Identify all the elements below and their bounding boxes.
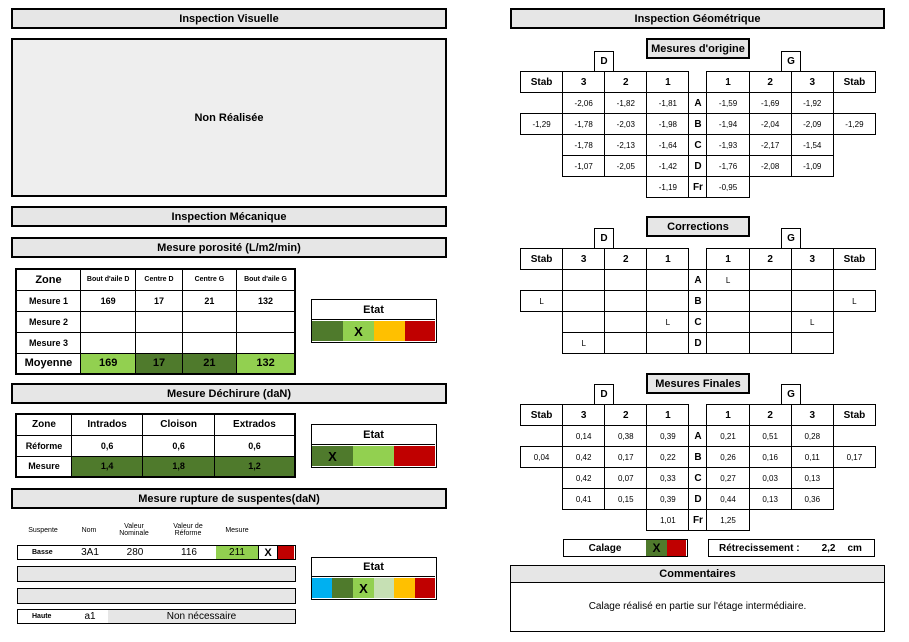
origin-cell: -1,54 [791,135,833,156]
comments-title: Commentaires [511,566,884,583]
lines-haute-label: Haute [32,613,52,620]
geo-header: 2 [605,249,647,270]
geometric-inspection-header [510,8,885,29]
final-cell: 0,22 [647,447,689,468]
porosity-moyenne-cell: 169 [80,353,135,374]
lines-haute-nom: a1 [84,611,96,622]
final-cell: 0,16 [749,447,791,468]
final-cell [833,426,875,447]
final-title-text: Mesures Finales [655,377,741,390]
geo-header: Stab [833,249,875,270]
scale-dark-green [332,578,353,598]
corrections-cell [749,270,791,291]
final-cell: 0,33 [647,468,689,489]
origin-cell: -2,06 [563,93,605,114]
origin-cell: -1,29 [833,114,875,135]
origin-table [520,71,876,198]
origin-row-key: B [689,114,707,135]
porosity-cell [182,332,236,353]
geo-header-gap [689,405,707,426]
tear-reforme-cell: 0,6 [71,435,143,456]
final-cell [563,510,605,531]
scale-red [415,578,435,598]
origin-cell: -1,82 [605,93,647,114]
final-cell: 0,42 [563,447,605,468]
final-row-key: D [689,489,707,510]
corrections-cell [605,291,647,312]
scale-pale-green [374,578,394,598]
visual-status: Non Réalisée [194,111,264,124]
corrections-cell: L [521,291,563,312]
corrections-cell [521,333,563,354]
lines-basse-reforme: 116 [181,547,197,558]
geo-header: 3 [563,249,605,270]
mechanical-inspection-title: Inspection Mécanique [171,210,287,223]
final-cell: 1,01 [647,510,689,531]
final-cell: 0,51 [749,426,791,447]
origin-cell: -1,78 [563,135,605,156]
visual-inspection-title: Inspection Visuelle [179,12,279,25]
shrinkage-unit: cm [847,542,862,554]
porosity-cell [237,332,295,353]
final-g-label: G [781,384,801,404]
final-cell: 0,21 [707,426,749,447]
origin-cell: -2,05 [605,156,647,177]
geometric-inspection-title: Inspection Géométrique [634,12,761,25]
scale-red [278,546,294,559]
final-cell: 0,07 [605,468,647,489]
tear-table [15,413,296,478]
final-row-key: Fr [689,510,707,531]
corrections-cell [791,291,833,312]
porosity-cell [182,311,236,332]
tear-title: Mesure Déchirure (daN) [166,387,292,400]
corrections-cell [605,333,647,354]
porosity-cell [80,332,135,353]
final-cell: 0,03 [749,468,791,489]
final-row-key: C [689,468,707,489]
lines-etat-scale [312,578,435,598]
tear-reforme-cell: 0,6 [214,435,295,456]
final-cell: 0,36 [791,489,833,510]
corrections-cell [833,333,875,354]
lines-basse-nominale: 280 [126,547,144,558]
calage-mark: X [646,540,667,556]
corrections-cell [707,333,749,354]
tear-col: Extrados [214,414,295,435]
lines-etat-mark: X [353,578,374,598]
lines-row-basse [17,545,296,560]
origin-row-key: D [689,156,707,177]
corrections-row-key: A [689,270,707,291]
origin-cell [791,177,833,198]
tear-etat-box [311,424,437,468]
corrections-row-key: D [689,333,707,354]
porosity-row-label: Mesure 1 [16,290,80,311]
porosity-zone-label: Zone [16,269,80,290]
lines-basse-mark: X [258,546,278,559]
origin-row-key: C [689,135,707,156]
porosity-col: Centre G [182,269,236,290]
origin-cell: -1,59 [707,93,749,114]
origin-cell: -1,81 [647,93,689,114]
tear-col: Cloison [143,414,215,435]
final-cell: 0,13 [749,489,791,510]
final-cell: 0,28 [791,426,833,447]
origin-cell: -1,78 [563,114,605,135]
corrections-cell [833,270,875,291]
porosity-col: Bout d'aile D [80,269,135,290]
final-cell: 0,17 [605,447,647,468]
final-d-label: D [594,384,614,404]
origin-cell [521,93,563,114]
scale-light-green [353,446,394,466]
final-table [520,404,876,531]
origin-cell [605,177,647,198]
final-cell [605,510,647,531]
origin-cell: -1,98 [647,114,689,135]
geo-header: Stab [521,405,563,426]
origin-cell: -1,29 [521,114,563,135]
final-cell [749,510,791,531]
final-cell [833,510,875,531]
corrections-cell [605,312,647,333]
porosity-etat-scale [312,321,435,341]
tear-mesure-cell: 1,8 [143,456,215,477]
corrections-cell [647,333,689,354]
geo-header: 1 [707,72,749,93]
visual-inspection-panel [11,38,447,197]
origin-title [646,38,750,59]
porosity-table [15,268,296,375]
geo-header: 3 [563,405,605,426]
corrections-cell [563,291,605,312]
corrections-cell [791,270,833,291]
porosity-moyenne-cell: 17 [136,353,182,374]
lines-row-empty [17,588,296,604]
lines-basse-label: Basse [32,549,53,556]
scale-orange [394,578,415,598]
scale-red [405,321,435,341]
porosity-etat-label: Etat [312,300,435,320]
calage-label: Calage [588,542,622,554]
porosity-cell [237,311,295,332]
porosity-cell [136,332,182,353]
lines-row-empty [17,566,296,582]
origin-cell: -1,76 [707,156,749,177]
corrections-table [520,248,876,354]
origin-cell: -2,17 [749,135,791,156]
final-title [646,373,750,394]
final-row-key: B [689,447,707,468]
origin-cell [833,135,875,156]
tear-reforme-label: Réforme [16,435,71,456]
origin-cell: -1,94 [707,114,749,135]
origin-cell [521,156,563,177]
geo-header: 2 [605,72,647,93]
geo-header-gap [689,249,707,270]
origin-cell: -1,92 [791,93,833,114]
origin-cell: -2,03 [605,114,647,135]
corrections-cell [521,270,563,291]
origin-cell: -1,69 [749,93,791,114]
final-cell [833,489,875,510]
lines-col-nom: Nom [81,526,97,534]
corrections-cell: L [707,270,749,291]
corrections-cell [749,333,791,354]
geo-header: 2 [749,249,791,270]
porosity-cell: 17 [136,290,182,311]
shrinkage-box [708,539,875,557]
geo-header: 2 [749,405,791,426]
origin-cell [521,177,563,198]
origin-cell [749,177,791,198]
corrections-cell [647,270,689,291]
geo-header: 1 [647,405,689,426]
comments-text: Calage réalisé en partie sur l'étage intermédiaire. [588,600,807,612]
origin-cell [521,135,563,156]
corrections-cell [749,312,791,333]
corrections-g-label: G [781,228,801,248]
corrections-cell [563,270,605,291]
tear-mesure-cell: 1,4 [71,456,143,477]
origin-g-label: G [781,51,801,71]
porosity-cell [80,311,135,332]
corrections-cell [563,312,605,333]
origin-cell: -2,13 [605,135,647,156]
final-cell: 0,11 [791,447,833,468]
lines-col-reforme: Valeur de Réforme [173,523,203,537]
geo-header: 2 [749,72,791,93]
corrections-cell: L [647,312,689,333]
porosity-cell: 132 [237,290,295,311]
geo-header: 1 [647,249,689,270]
corrections-title-text: Corrections [667,220,729,233]
geo-header-gap [689,72,707,93]
geo-header: Stab [833,72,875,93]
geo-header: 3 [791,405,833,426]
porosity-col: Centre D [136,269,182,290]
shrinkage-value: 2,2 [821,542,836,554]
lines-row-haute [17,609,296,624]
corrections-title [646,216,750,237]
origin-cell [833,156,875,177]
shrinkage-label: Rétrecissement : [719,542,800,554]
lines-col-mesure: Mesure [225,526,249,534]
geo-header: 2 [605,405,647,426]
geo-header: Stab [521,249,563,270]
porosity-cell [136,311,182,332]
porosity-moyenne-cell: 132 [237,353,295,374]
corrections-cell [605,270,647,291]
scale-blue [312,578,332,598]
porosity-header [11,237,447,258]
porosity-cell: 169 [80,290,135,311]
lines-etat-box [311,557,437,600]
final-cell [521,468,563,489]
lines-basse-mesure: 211 [216,546,258,559]
final-cell [521,489,563,510]
final-cell: 0,39 [647,426,689,447]
final-cell: 0,15 [605,489,647,510]
lines-etat-label: Etat [312,558,435,577]
final-cell: 0,14 [563,426,605,447]
tear-col: Intrados [71,414,143,435]
porosity-row-label: Mesure 3 [16,332,80,353]
origin-cell: -2,08 [749,156,791,177]
lines-col-nominale: Valeur Nominale [119,523,149,537]
lines-basse-nom: 3A1 [81,547,99,558]
porosity-etat-mark: X [343,321,374,341]
geo-header: 1 [707,405,749,426]
origin-cell: -1,93 [707,135,749,156]
corrections-row-key: B [689,291,707,312]
porosity-title: Mesure porosité (L/m2/min) [157,241,301,254]
corrections-row-key: C [689,312,707,333]
scale-red [667,540,686,556]
final-cell: 0,04 [521,447,563,468]
calage-box [563,539,688,557]
origin-d-label: D [594,51,614,71]
final-cell: 0,42 [563,468,605,489]
lines-col-suspente: Suspente [28,526,58,534]
geo-header: 3 [563,72,605,93]
origin-cell: -1,42 [647,156,689,177]
lines-header [11,488,447,509]
origin-cell: -1,09 [791,156,833,177]
tear-mesure-label: Mesure [16,456,71,477]
tear-reforme-cell: 0,6 [143,435,215,456]
corrections-cell [791,333,833,354]
final-cell [833,468,875,489]
origin-cell: -2,04 [749,114,791,135]
corrections-d-label: D [594,228,614,248]
final-cell [521,426,563,447]
final-cell: 1,25 [707,510,749,531]
lines-title: Mesure rupture de suspentes(daN) [138,492,320,505]
geo-header: 3 [791,72,833,93]
final-cell: 0,17 [833,447,875,468]
porosity-moyenne-cell: 21 [182,353,236,374]
corrections-cell [749,291,791,312]
porosity-etat-box [311,299,437,343]
corrections-cell [707,312,749,333]
final-cell [521,510,563,531]
visual-inspection-header [11,8,447,29]
final-cell: 0,38 [605,426,647,447]
corrections-cell [647,291,689,312]
origin-cell [563,177,605,198]
origin-cell: -1,64 [647,135,689,156]
final-cell: 0,26 [707,447,749,468]
tear-etat-mark: X [312,446,353,466]
scale-dark-green [312,321,343,341]
geo-header: 3 [791,249,833,270]
origin-cell: -1,07 [563,156,605,177]
origin-row-key: A [689,93,707,114]
origin-cell: -0,95 [707,177,749,198]
origin-cell: -1,19 [647,177,689,198]
tear-header [11,383,447,404]
corrections-cell [833,312,875,333]
corrections-cell: L [791,312,833,333]
geo-header: 1 [707,249,749,270]
scale-orange [374,321,405,341]
porosity-cell: 21 [182,290,236,311]
porosity-moyenne-label: Moyenne [16,353,80,374]
geo-header: Stab [521,72,563,93]
origin-row-key: Fr [689,177,707,198]
geo-header: Stab [833,405,875,426]
corrections-cell [707,291,749,312]
origin-cell [833,93,875,114]
corrections-cell: L [833,291,875,312]
comments-panel [510,565,885,632]
porosity-row-label: Mesure 2 [16,311,80,332]
final-cell [791,510,833,531]
corrections-cell: L [563,333,605,354]
tear-zone-label: Zone [16,414,71,435]
tear-mesure-cell: 1,2 [214,456,295,477]
final-row-key: A [689,426,707,447]
final-cell: 0,27 [707,468,749,489]
origin-cell [833,177,875,198]
origin-title-text: Mesures d'origine [651,42,745,55]
mechanical-inspection-header [11,206,447,227]
final-cell: 0,44 [707,489,749,510]
geo-header: 1 [647,72,689,93]
scale-red [394,446,435,466]
final-cell: 0,13 [791,468,833,489]
final-cell: 0,39 [647,489,689,510]
porosity-col: Bout d'aile G [237,269,295,290]
origin-cell: -2,09 [791,114,833,135]
tear-etat-scale [312,446,435,466]
final-cell: 0,41 [563,489,605,510]
tear-etat-label: Etat [312,425,435,445]
corrections-cell [521,312,563,333]
lines-haute-note: Non nécessaire [108,610,295,623]
